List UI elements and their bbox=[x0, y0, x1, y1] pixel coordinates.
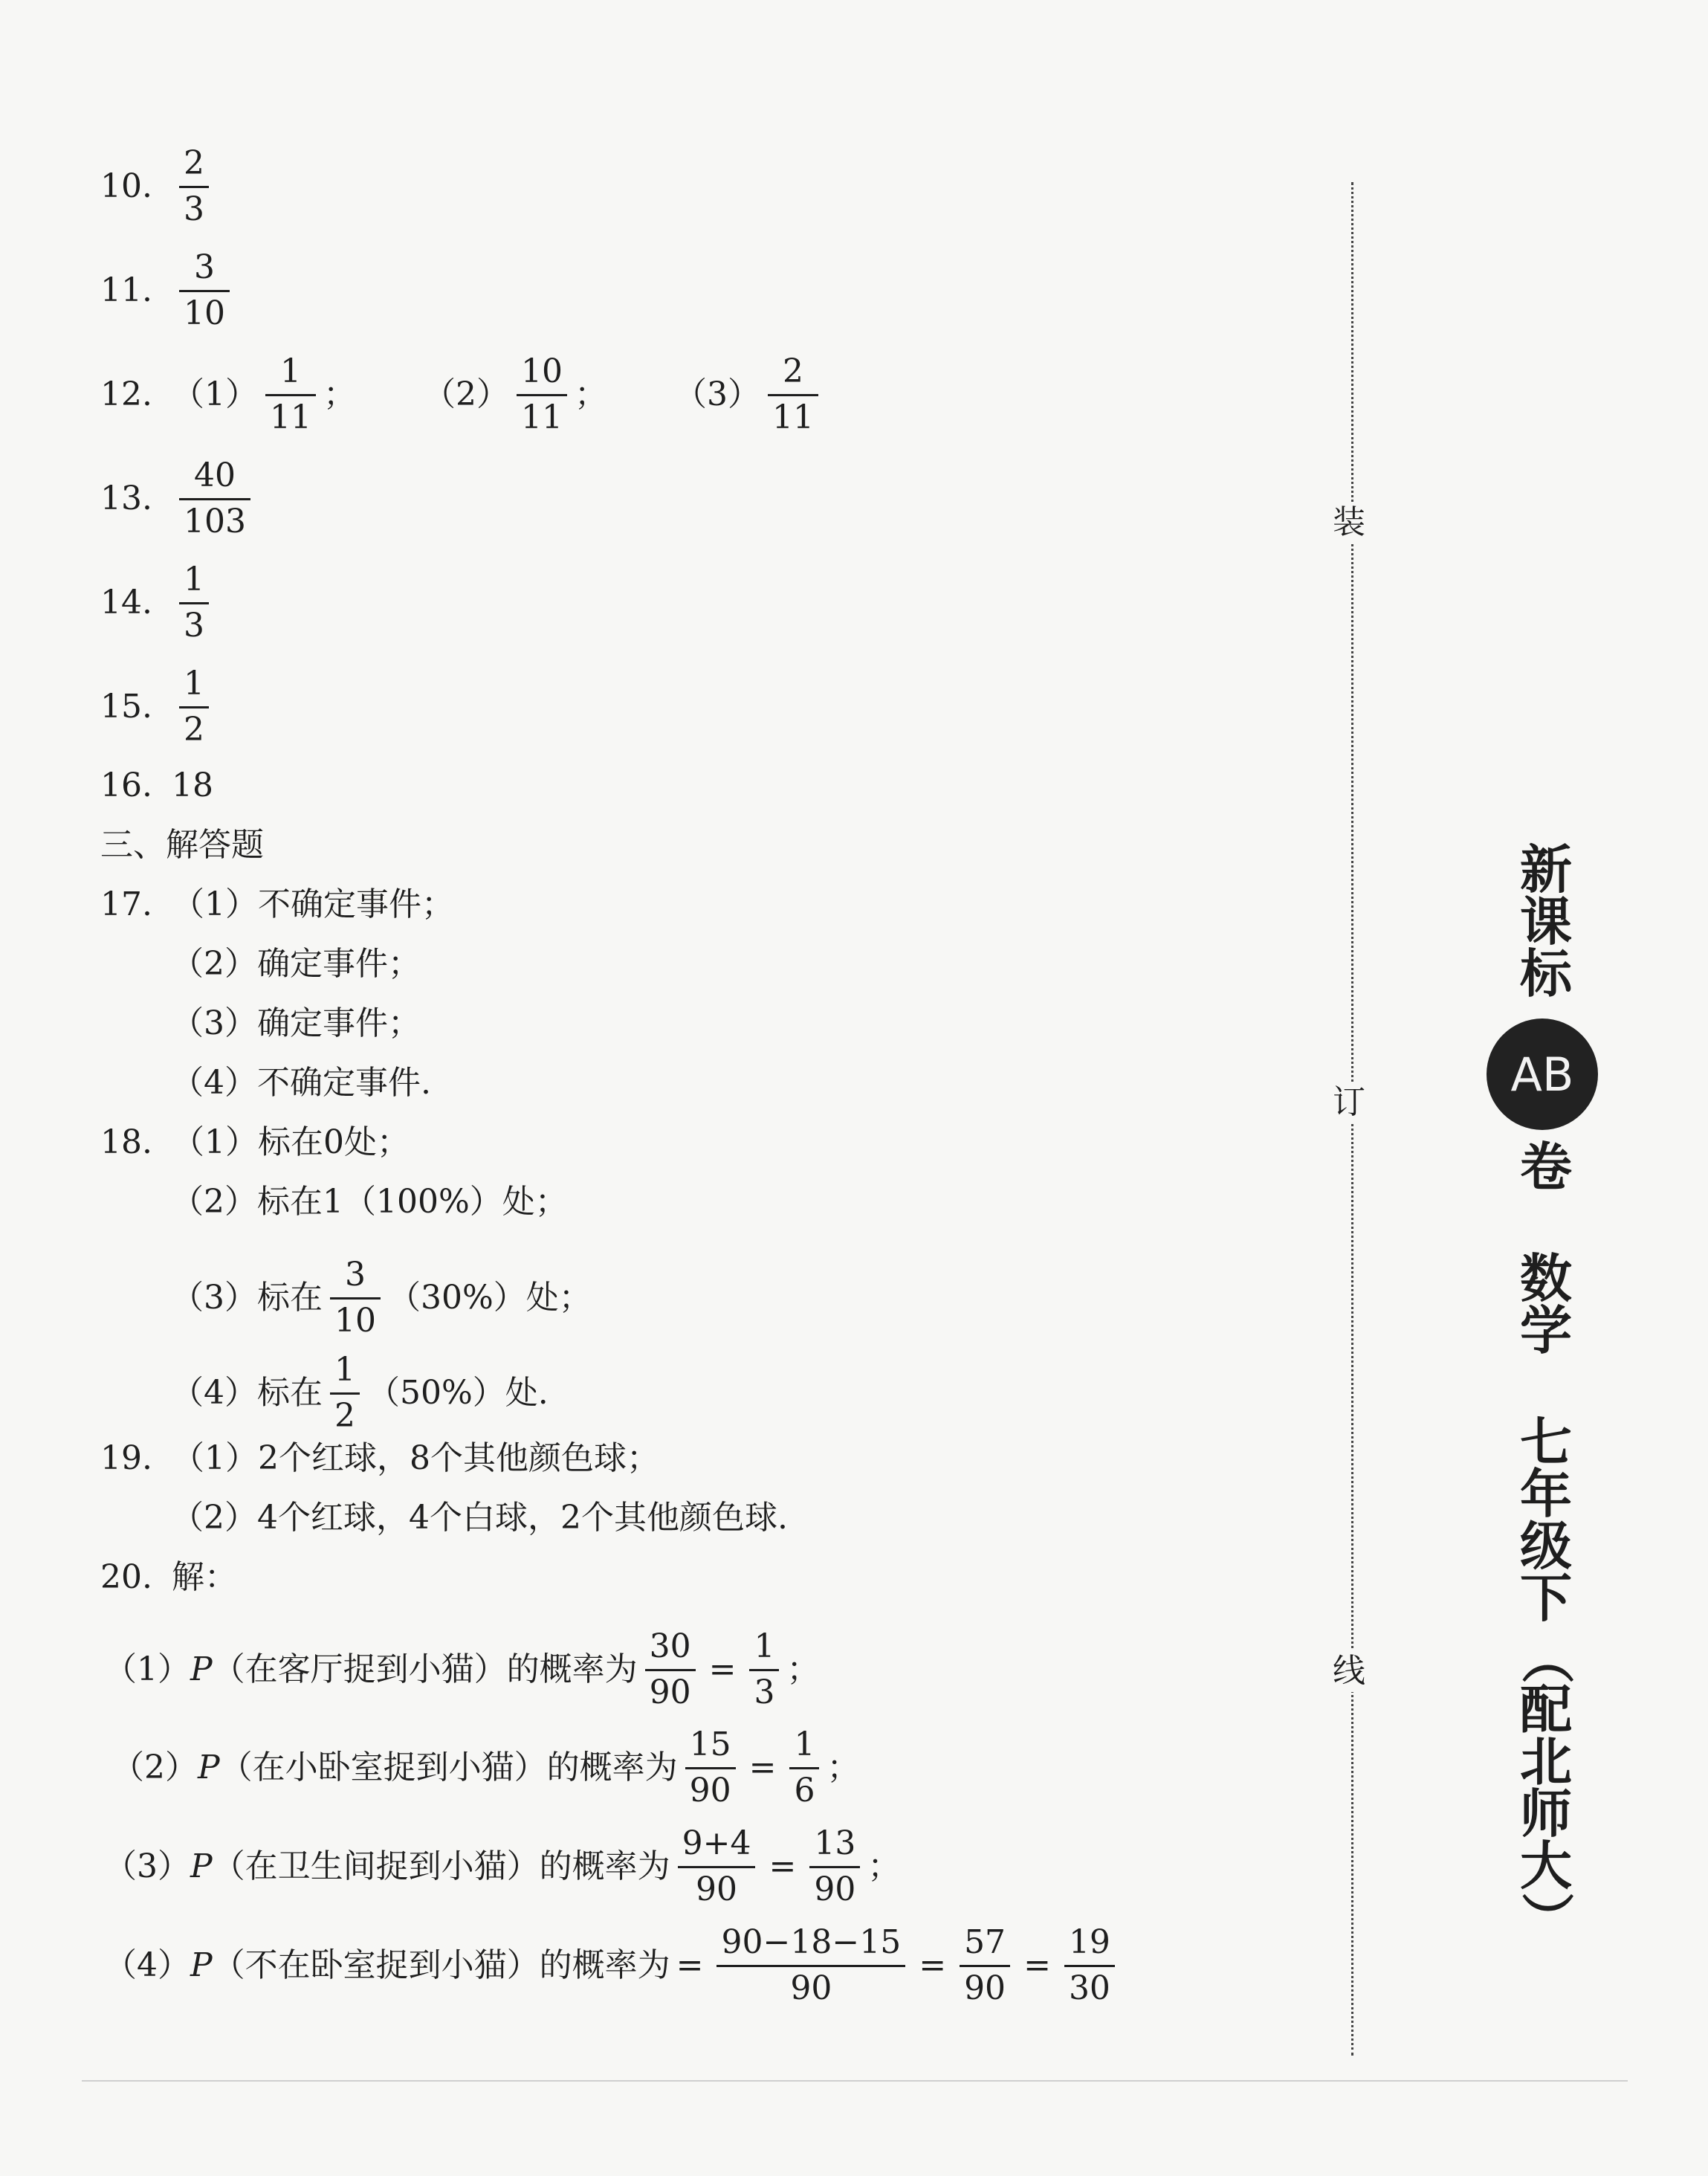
terminator: ； bbox=[786, 1650, 820, 1689]
question-number: 12. bbox=[100, 375, 152, 414]
equals-sign: = bbox=[919, 1946, 947, 1985]
numerator: 2 bbox=[782, 352, 803, 390]
part-label: （3） bbox=[673, 375, 760, 414]
answer-17-part-4 bbox=[171, 1064, 431, 1102]
numerator: 1 bbox=[754, 1627, 775, 1665]
part-label: （4） bbox=[104, 1946, 190, 1985]
part-text: （在卫生间捉到小猫）的概率为 bbox=[212, 1847, 670, 1886]
juan-char: 卷 bbox=[1520, 1137, 1572, 1198]
fraction-bar bbox=[179, 706, 209, 708]
numerator: 90−18−15 bbox=[721, 1923, 902, 1961]
denominator: 3 bbox=[183, 190, 204, 228]
fraction-bar bbox=[330, 1392, 360, 1395]
numerator: 1 bbox=[794, 1725, 815, 1763]
denominator: 10 bbox=[334, 1301, 376, 1340]
numerator: 30 bbox=[649, 1627, 691, 1665]
numerator: 1 bbox=[279, 352, 301, 390]
part-prefix: （3）标在 bbox=[171, 1279, 323, 1317]
answer-12 bbox=[100, 353, 826, 436]
brand-char: 课 bbox=[1520, 891, 1572, 952]
ab-badge: AB bbox=[1487, 1018, 1598, 1130]
fraction bbox=[716, 1924, 905, 2007]
denominator: 90 bbox=[649, 1673, 691, 1711]
edition-char: 配 bbox=[1520, 1679, 1572, 1740]
part-label: （1） bbox=[171, 375, 258, 414]
question-number: 20. bbox=[100, 1558, 152, 1596]
fraction bbox=[179, 561, 209, 645]
denominator: 2 bbox=[334, 1396, 355, 1435]
probability-symbol: P bbox=[190, 1847, 213, 1886]
spine-subject bbox=[1509, 1248, 1583, 1361]
fraction-bar bbox=[685, 1767, 736, 1769]
bottom-rule bbox=[82, 2080, 1628, 2082]
brand-char: 标 bbox=[1520, 943, 1572, 1004]
part-text: （2）确定事件； bbox=[171, 945, 421, 983]
answer-18-part-1 bbox=[100, 1123, 410, 1161]
fraction bbox=[789, 1726, 819, 1809]
fraction bbox=[1064, 1924, 1115, 2007]
fraction-bar bbox=[179, 498, 250, 500]
denominator: 90 bbox=[696, 1870, 738, 1908]
equals-sign: = bbox=[1023, 1946, 1051, 1985]
answer-17-part-1 bbox=[100, 885, 454, 923]
answer-20-part-2 bbox=[111, 1726, 859, 1809]
part-text: （3）确定事件； bbox=[171, 1004, 421, 1042]
probability-symbol: P bbox=[190, 1946, 213, 1985]
fraction bbox=[330, 1256, 381, 1340]
fraction-bar bbox=[179, 290, 230, 292]
question-number: 17. bbox=[100, 885, 152, 923]
answer-17-part-3 bbox=[171, 1004, 421, 1042]
answer-18-part-4 bbox=[171, 1352, 549, 1435]
edition-char: 大 bbox=[1520, 1836, 1572, 1896]
part-text: （不在卧室捉到小猫）的概率为 bbox=[212, 1946, 670, 1985]
part-label: （1） bbox=[104, 1650, 190, 1689]
numerator: 1 bbox=[183, 561, 204, 598]
question-number: 19. bbox=[100, 1439, 152, 1477]
probability-symbol: P bbox=[190, 1650, 213, 1689]
fraction bbox=[179, 665, 209, 749]
fraction bbox=[265, 353, 316, 436]
separator: ； bbox=[323, 375, 356, 414]
fraction bbox=[749, 1628, 779, 1711]
answer-value: 18 bbox=[171, 766, 213, 804]
subject-char: 学 bbox=[1520, 1300, 1572, 1361]
denominator: 3 bbox=[754, 1673, 775, 1711]
grade-char: 级 bbox=[1520, 1516, 1572, 1577]
fraction-bar bbox=[768, 394, 818, 396]
denominator: 90 bbox=[814, 1870, 856, 1908]
denominator: 30 bbox=[1068, 1969, 1110, 2007]
spine-brand bbox=[1509, 839, 1583, 1004]
numerator: 57 bbox=[964, 1923, 1006, 1961]
fraction-bar bbox=[749, 1669, 779, 1671]
fraction-bar bbox=[179, 186, 209, 188]
part-text: （1）2个红球，8个其他颜色球； bbox=[171, 1439, 659, 1477]
numerator: 1 bbox=[334, 1351, 355, 1389]
question-number: 10. bbox=[100, 167, 152, 206]
denominator: 2 bbox=[183, 710, 204, 749]
denominator: 10 bbox=[183, 294, 225, 332]
part-label: （2） bbox=[422, 375, 509, 414]
spine-edition bbox=[1509, 1632, 1583, 1944]
numerator: 3 bbox=[345, 1256, 366, 1294]
terminator: ； bbox=[826, 1749, 860, 1787]
fraction bbox=[645, 1628, 696, 1711]
answer-11 bbox=[100, 249, 237, 332]
numerator: 1 bbox=[183, 665, 204, 703]
part-label: （2） bbox=[111, 1749, 198, 1787]
question-number: 14. bbox=[100, 584, 152, 622]
binding-mark-bottom: 线 bbox=[1333, 1650, 1365, 1692]
part-label: （3） bbox=[104, 1847, 190, 1886]
grade-char: 下 bbox=[1520, 1568, 1572, 1629]
numerator: 10 bbox=[520, 352, 563, 390]
answer-16 bbox=[100, 766, 213, 804]
equals-sign: = bbox=[769, 1847, 797, 1886]
fraction-bar bbox=[645, 1669, 696, 1671]
fraction-bar bbox=[1064, 1965, 1115, 1967]
edition-char: 师 bbox=[1520, 1783, 1572, 1844]
fraction-bar bbox=[265, 394, 316, 396]
question-number: 15. bbox=[100, 688, 152, 726]
answer-20-head bbox=[100, 1558, 237, 1596]
numerator: 40 bbox=[193, 456, 236, 494]
section-heading bbox=[100, 826, 264, 864]
denominator: 6 bbox=[794, 1771, 815, 1809]
question-number: 18. bbox=[100, 1123, 152, 1161]
fraction bbox=[685, 1726, 736, 1809]
answer-19-part-1 bbox=[100, 1439, 659, 1477]
fraction bbox=[179, 457, 250, 540]
part-prefix: （4）标在 bbox=[171, 1374, 323, 1413]
answer-17-part-2 bbox=[171, 945, 421, 983]
equals-sign: = bbox=[748, 1749, 777, 1787]
fraction bbox=[517, 353, 567, 436]
fraction-bar bbox=[809, 1866, 860, 1868]
answer-14 bbox=[100, 561, 216, 645]
answer-20-part-1 bbox=[104, 1628, 819, 1711]
part-text: （在小卧室捉到小猫）的概率为 bbox=[219, 1749, 678, 1787]
answer-20-part-4 bbox=[104, 1924, 1122, 2007]
part-text: （4）不确定事件. bbox=[171, 1064, 431, 1102]
answer-10 bbox=[100, 145, 216, 228]
terminator: ； bbox=[867, 1847, 901, 1886]
question-number: 13. bbox=[100, 480, 152, 518]
fraction-bar bbox=[789, 1767, 819, 1769]
answer-20-part-3 bbox=[104, 1825, 900, 1908]
separator: ； bbox=[574, 375, 607, 414]
part-text: （2）标在1（100%）处； bbox=[171, 1183, 568, 1221]
fraction bbox=[678, 1825, 756, 1908]
binding-mark-middle: 订 bbox=[1333, 1082, 1365, 1123]
spine-juan bbox=[1509, 1137, 1583, 1198]
numerator: 19 bbox=[1068, 1923, 1110, 1961]
equals-sign: = bbox=[708, 1650, 737, 1689]
fraction-bar bbox=[716, 1965, 905, 1967]
answer-15 bbox=[100, 665, 216, 749]
fraction-bar bbox=[330, 1297, 381, 1300]
fraction-bar bbox=[678, 1866, 756, 1868]
answer-18-part-3 bbox=[171, 1256, 592, 1340]
open-paren: （ bbox=[1515, 1632, 1576, 1684]
denominator: 90 bbox=[689, 1771, 731, 1809]
part-text: （1）不确定事件； bbox=[171, 885, 454, 923]
fraction bbox=[179, 145, 209, 228]
edition-char: 北 bbox=[1520, 1731, 1572, 1792]
spine-grade bbox=[1509, 1412, 1583, 1629]
close-paren: ） bbox=[1515, 1892, 1576, 1944]
grade-char: 七 bbox=[1520, 1412, 1572, 1473]
denominator: 90 bbox=[964, 1969, 1006, 2007]
numerator: 9+4 bbox=[682, 1824, 751, 1862]
denominator: 90 bbox=[790, 1969, 832, 2007]
denominator: 11 bbox=[771, 398, 814, 436]
part-text: （在客厅捉到小猫）的概率为 bbox=[212, 1650, 638, 1689]
part-suffix: （50%）处. bbox=[367, 1374, 549, 1413]
solution-label: 解： bbox=[171, 1558, 237, 1596]
part-text: （1）标在0处； bbox=[171, 1123, 410, 1161]
fraction bbox=[960, 1924, 1010, 2007]
numerator: 2 bbox=[183, 144, 204, 182]
answer-19-part-2 bbox=[171, 1499, 788, 1537]
part-suffix: （30%）处； bbox=[388, 1279, 592, 1317]
question-number: 11. bbox=[100, 271, 152, 310]
fraction-bar bbox=[960, 1965, 1010, 1967]
fraction bbox=[330, 1352, 360, 1435]
binding-mark-top: 装 bbox=[1333, 502, 1365, 543]
fraction bbox=[768, 353, 818, 436]
numerator: 15 bbox=[689, 1725, 731, 1763]
equals-sign: = bbox=[676, 1946, 704, 1985]
fraction bbox=[809, 1825, 860, 1908]
subject-char: 数 bbox=[1520, 1248, 1572, 1309]
fraction bbox=[179, 249, 230, 332]
probability-symbol: P bbox=[198, 1749, 220, 1787]
fraction-bar bbox=[517, 394, 567, 396]
answer-13 bbox=[100, 457, 258, 540]
brand-char: 新 bbox=[1520, 839, 1572, 900]
denominator: 3 bbox=[183, 606, 204, 645]
numerator: 13 bbox=[814, 1824, 856, 1862]
fraction-bar bbox=[179, 602, 209, 604]
denominator: 11 bbox=[269, 398, 311, 436]
grade-char: 年 bbox=[1520, 1464, 1572, 1525]
denominator: 103 bbox=[183, 502, 246, 540]
section-title: 三、解答题 bbox=[100, 826, 264, 864]
answer-18-part-2 bbox=[171, 1183, 568, 1221]
question-number: 16. bbox=[100, 766, 152, 804]
numerator: 3 bbox=[193, 248, 215, 286]
denominator: 11 bbox=[520, 398, 563, 436]
part-text: （2）4个红球，4个白球，2个其他颜色球. bbox=[171, 1499, 788, 1537]
